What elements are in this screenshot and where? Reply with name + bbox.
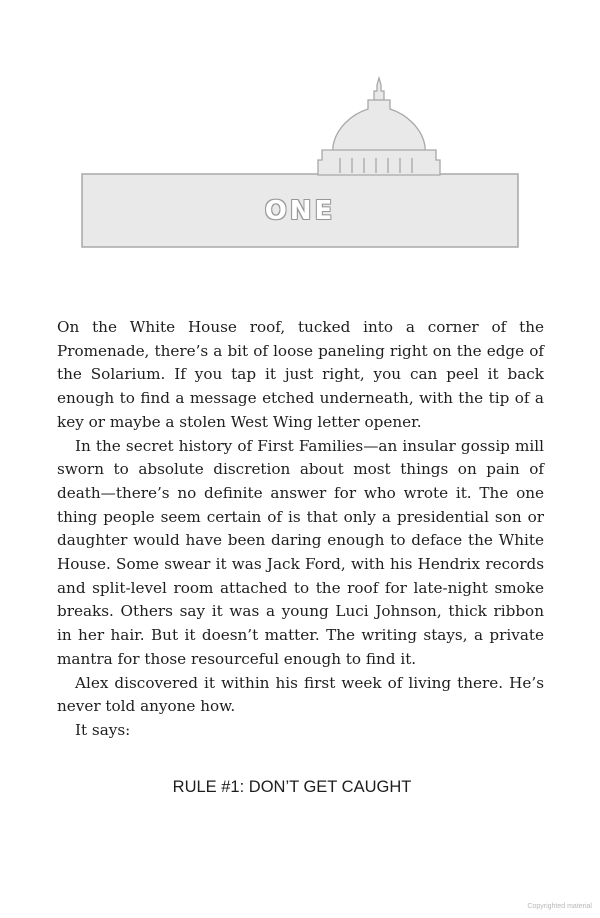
- paragraph-2: In the secret history of First Families—an insular gossip mill sworn to absolute discretion about most things on pain of death—there’s no definite answer for who wrote it. The one thing people seem certain of is that only a presidential son or daughter would have been daring enough to deface the White House. Some swear it was Jack Ford, with his Hendrix records and split-level room attached to the roof for late-night smoke breaks. Others say it was a young Luci Johnson, thick ribbon in her hair. But it doesn’t matter. The writing stays, a private mantra for those resourceful enough to find it.: [57, 436, 544, 668]
- chapter-body: [57, 316, 544, 743]
- paragraph-4: It says:: [75, 720, 131, 739]
- paragraph-1: On the White House roof, tucked into a corner of the Promenade, there’s a bit of loose paneling right on the edge of the Solarium. If you tap it just right, you can peel it back enough to find a message etched underneath, with the tip of a key or maybe a stolen West Wing letter opener.: [57, 318, 544, 431]
- rule-heading: RULE #1: DON’T GET CAUGHT: [172, 778, 412, 796]
- chapter-title: ONE: [264, 196, 336, 226]
- paragraph-3: Alex discovered it within his first week of living there. He’s never told anyone how.: [57, 673, 544, 716]
- capitol-dome-icon: [318, 78, 440, 175]
- copyright-watermark: Copyrighted material: [527, 903, 592, 910]
